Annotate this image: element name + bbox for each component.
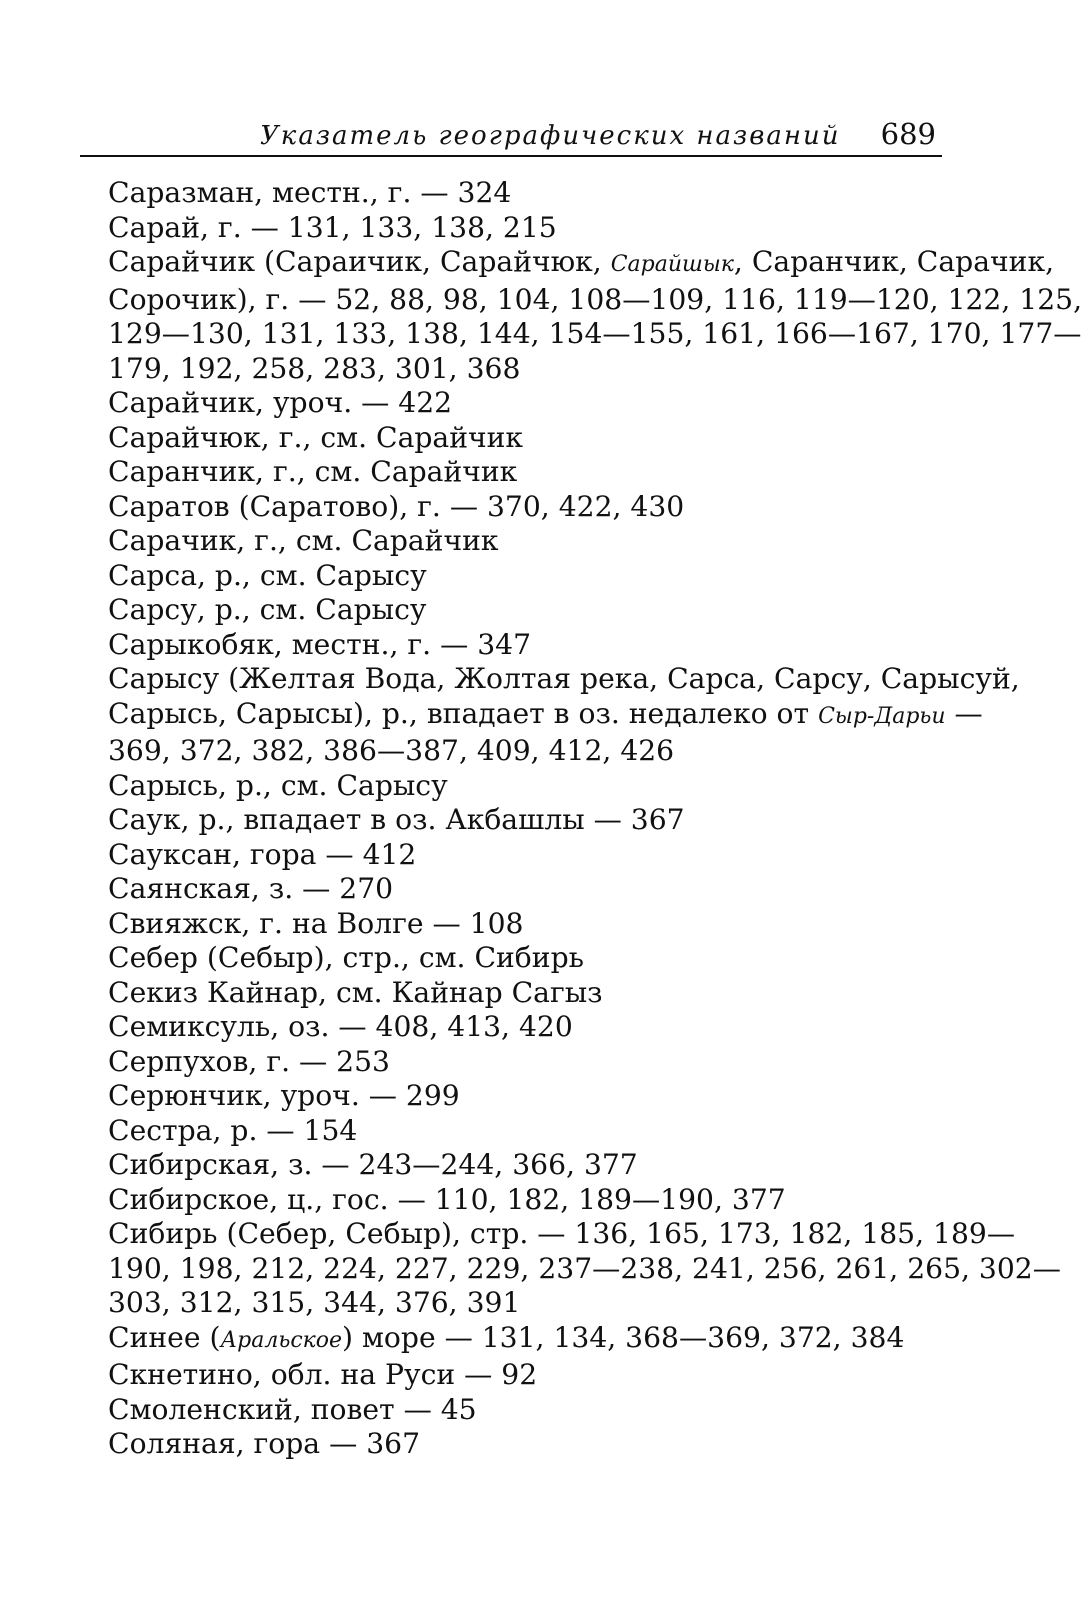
page-title: Указатель географических названий	[260, 121, 841, 151]
entry-line	[80, 662, 1020, 697]
index-entry	[80, 1148, 942, 1183]
entry-line: Саук, р., впадает в оз. Акбашлы — 367	[108, 803, 685, 836]
entry-line: Саратов (Саратово), г. — 370, 422, 430	[108, 489, 685, 523]
entry-line	[80, 1321, 942, 1359]
index-entry	[80, 1321, 942, 1359]
entry-line: Скнетино, обл. на Руси — 92	[108, 1358, 538, 1391]
entry-line: Серпухов, г. — 253	[108, 1044, 390, 1078]
index-entry	[80, 769, 942, 804]
index-entry	[80, 1358, 942, 1393]
index-entry	[80, 1183, 942, 1218]
entry-text: Сарысу (Желтая Вода, Жолтая река, Сарса, Сарсу, Сарысуй,	[108, 662, 1020, 695]
entry-line	[80, 1217, 1016, 1252]
entry-line: Соляная, гора — 367	[108, 1427, 421, 1460]
entry-text: Сорочик), г. — 52, 88, 98, 104, 108—109, 116, 119—120, 122, 125,	[108, 282, 1083, 316]
index-entry	[80, 803, 942, 838]
page-number: 689	[880, 117, 936, 151]
entry-text: ) море — 131, 134, 368—369, 372, 384	[342, 1320, 905, 1354]
entry-text: Сарысь, Сарысы), р., впадает в оз. недалеко от	[108, 696, 819, 730]
entry-line: Сарсу, р., см. Сарысу	[108, 593, 427, 626]
index-entry	[80, 1114, 942, 1149]
entry-line: Сауксан, гора — 412	[108, 837, 417, 871]
entry-line	[80, 352, 942, 387]
entry-text: , Саранчик, Сарачик,	[733, 245, 1055, 278]
entry-line	[80, 696, 983, 735]
entry-text: 179, 192, 258, 283, 301, 368	[108, 351, 521, 385]
index-entry	[80, 421, 942, 456]
index-entry	[80, 1217, 1061, 1321]
index-entry	[80, 524, 942, 559]
entry-line: Сестра, р. — 154	[108, 1113, 358, 1147]
entry-line: Саянская, з. — 270	[108, 872, 394, 905]
italic-name: Аральское	[220, 1327, 343, 1353]
entry-line: Сибирское, ц., гос. — 110, 182, 189—190, 377	[108, 1182, 786, 1216]
entry-text: 129—130, 131, 133, 138, 144, 154—155, 161, 166—167, 170, 177—	[108, 317, 1082, 350]
index-entry	[80, 593, 942, 628]
entry-line	[80, 1286, 942, 1321]
entry-text: —	[945, 696, 983, 730]
entry-line: Саранчик, г., см. Сарайчик	[108, 455, 518, 488]
index-entry	[80, 1393, 942, 1428]
entry-line: Свияжск, г. на Волге — 108	[108, 906, 524, 940]
index-entry	[80, 1427, 942, 1462]
entry-line: Секиз Кайнар, см. Кайнар Сагыз	[108, 975, 603, 1009]
entry-text: Сибирь (Себер, Себыр), стр. — 136, 165, 173, 182, 185, 189—	[108, 1217, 1016, 1250]
entry-line: Сарыкобяк, местн., г. — 347	[108, 627, 532, 661]
index-entry	[80, 490, 942, 525]
index-entry	[80, 838, 942, 873]
entry-line: Сарысь, р., см. Сарысу	[108, 768, 448, 802]
index-entry	[80, 455, 942, 490]
entry-text: 190, 198, 212, 224, 227, 229, 237—238, 241, 256, 261, 265, 302—	[108, 1251, 1061, 1285]
entry-line: Серюнчик, уроч. — 299	[108, 1079, 460, 1112]
italic-name: Сыр-Дарьи	[818, 703, 946, 729]
entry-line: Смоленский, повет — 45	[108, 1392, 477, 1426]
running-head	[80, 115, 942, 157]
index-entry	[80, 662, 1020, 769]
index-entry	[80, 907, 942, 942]
entry-line	[80, 245, 1055, 283]
index-entry	[80, 1045, 942, 1080]
entry-line: Саразман, местн., г. — 324	[108, 176, 512, 209]
entry-line: Сарайчюк, г., см. Сарайчик	[108, 420, 524, 454]
entry-line: Сарайчик, уроч. — 422	[108, 386, 453, 419]
entry-line: Сибирская, з. — 243—244, 366, 377	[108, 1148, 638, 1181]
entry-line	[80, 1251, 1061, 1287]
entry-line	[80, 734, 942, 769]
index-entry	[80, 1079, 942, 1114]
entry-line: Сарачик, г., см. Сарайчик	[108, 524, 499, 557]
entry-text: 303, 312, 315, 344, 376, 391	[108, 1286, 521, 1319]
entry-text: 369, 372, 382, 386—387, 409, 412, 426	[108, 734, 675, 767]
index-entry	[80, 386, 942, 421]
entry-line: Сарса, р., см. Сарысу	[108, 558, 427, 592]
entry-text: Синее (	[108, 1320, 221, 1354]
index-entry	[80, 211, 942, 246]
entry-line	[80, 317, 1082, 352]
index-entry	[80, 872, 942, 907]
entry-line: Себер (Себыр), стр., см. Сибирь	[108, 941, 584, 974]
index-entry	[80, 628, 942, 663]
index-entry	[80, 176, 942, 211]
entry-line	[80, 282, 1083, 318]
index-entry	[80, 941, 942, 976]
entry-line: Семиксуль, оз. — 408, 413, 420	[108, 1010, 573, 1043]
entry-line: Сарай, г. — 131, 133, 138, 215	[108, 210, 557, 244]
index-entry	[80, 559, 942, 594]
index-entry	[80, 1010, 942, 1045]
entry-text: Сарайчик (Сараичик, Сарайчюк,	[108, 245, 611, 278]
italic-name: Сарайшык	[610, 252, 734, 277]
index-entry	[80, 976, 942, 1011]
index-entry	[80, 245, 1083, 386]
index-entry-list	[80, 176, 1083, 1462]
